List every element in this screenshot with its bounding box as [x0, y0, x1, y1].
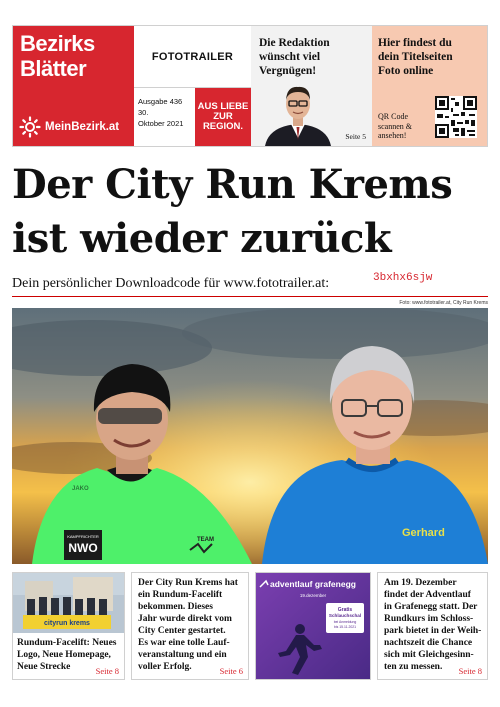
- shirt-name-text: Gerhard: [402, 527, 445, 539]
- teaser-4-line-5: park bietet in der Weih-: [384, 626, 482, 636]
- editor-portrait: [263, 78, 333, 146]
- teaser-4-line-8: ten zu messen.: [384, 662, 443, 672]
- teaser-2-line-4: Jahr wurde direkt vom: [138, 614, 232, 624]
- teaser-2-page: Seite 6: [219, 666, 243, 676]
- cover-photo: [12, 308, 488, 564]
- teaser-adventlauf-text: [384, 577, 483, 673]
- divider: [12, 296, 488, 297]
- teaser-1-line-3: Neue Strecke: [17, 662, 71, 672]
- teaser-facelift[interactable]: [12, 572, 125, 680]
- brand-block: [13, 26, 134, 146]
- photo-credit: Foto: www.fototrailer.at, City Run Krems: [399, 300, 488, 306]
- sun-logo-icon: [19, 116, 41, 138]
- slogan-line-3: REGION.: [202, 121, 244, 132]
- banner-text: cityrun krems: [44, 620, 90, 627]
- teaser-4-page: Seite 8: [458, 666, 482, 676]
- badge-top-text: KAMPFRICHTER: [67, 534, 99, 539]
- advent-badge-4: bis 15.11.2021: [334, 625, 356, 629]
- teaser-facelift-photo: [13, 573, 124, 633]
- qr-line-3: ansehen!: [378, 131, 407, 140]
- teaser-2-line-8: voller Erfolg.: [138, 662, 192, 672]
- qr-line-1: QR Code: [378, 112, 408, 121]
- teaser-city-run-text: [138, 577, 244, 673]
- download-label: Dein persönlicher Downloadcode für www.fototrailer.at:: [12, 276, 330, 291]
- teaser-4-line-3: in Grafenegg statt. Der: [384, 602, 478, 612]
- teaser-2-line-2: ein Rundum-Facelift: [138, 590, 223, 600]
- headline-line-1: Der City Run Krems: [12, 161, 453, 208]
- teaser-2-line-1: Der City Run Krems hat: [138, 578, 238, 588]
- teaser-4-line-4: Rundkurs im Schloss-: [384, 614, 474, 624]
- chest-logo-text: TEAM: [197, 537, 214, 543]
- sleeve-logo-text: JAKO: [72, 486, 89, 492]
- teaser-1-line-1: Rundum-Facelift: Neues: [17, 638, 117, 648]
- section-title: FOTOTRAILER: [134, 26, 251, 88]
- cover-line-2: dein Titelseiten: [378, 51, 453, 63]
- cover-line-1: Hier findest du: [378, 37, 452, 49]
- cover-photo-text: [378, 36, 453, 78]
- advent-date: 19.dezember: [299, 593, 327, 598]
- qr-instructions: [378, 112, 412, 141]
- qr-line-2: scannen &: [378, 121, 412, 131]
- advent-title: adventlauf grafenegg: [270, 579, 356, 589]
- brand-url[interactable]: MeinBezirk.at: [45, 121, 120, 133]
- teaser-4-line-1: Am 19. Dezember: [384, 578, 457, 588]
- headline-line-2: ist wieder zurück: [12, 215, 392, 262]
- editorial-text: [259, 36, 330, 78]
- masthead: [12, 25, 488, 147]
- teaser-4-line-6: nachtszeit die Chance: [384, 638, 473, 648]
- advent-badge-2: Schlauchschal: [328, 613, 362, 618]
- issue-date-month: Oktober 2021: [138, 119, 184, 128]
- issue-block: [134, 26, 251, 146]
- teaser-1-line-2: Logo, Neue Homepage,: [17, 650, 111, 660]
- editorial-page-ref: Seite 5: [345, 132, 366, 141]
- slogan-line-2: ZUR: [213, 111, 233, 122]
- teaser-2-line-6: Es war eine tolle Lauf-: [138, 638, 230, 648]
- teaser-1-page: Seite 8: [95, 666, 119, 676]
- headline: [12, 158, 492, 266]
- editorial-line-3: Vergnügen!: [259, 65, 317, 77]
- cover-photo-teaser[interactable]: [372, 26, 487, 146]
- editorial-line-1: Die Redaktion: [259, 37, 330, 49]
- brand-footer: [19, 116, 119, 138]
- download-code[interactable]: 3bxhx6sjw: [373, 272, 433, 284]
- brand-logo-text: [20, 31, 95, 81]
- cover-line-3: Foto online: [378, 65, 434, 77]
- teaser-4-line-7: sich mit Gleichgesinn-: [384, 650, 474, 660]
- advent-badge-1: Gratis: [337, 607, 353, 613]
- slogan-line-1: AUS LIEBE: [197, 101, 249, 112]
- adventlauf-poster: [256, 573, 370, 679]
- teaser-adventlauf-ad[interactable]: [255, 572, 371, 680]
- teaser-2-line-7: veranstaltung und ein: [138, 650, 227, 660]
- advent-badge-3: bei Anmeldung: [333, 620, 357, 624]
- brand-line-1: Bezirks: [20, 31, 95, 56]
- slogan-badge: [195, 88, 251, 146]
- qr-code-icon[interactable]: [435, 96, 477, 138]
- badge-main-text: NWO: [68, 541, 98, 555]
- cover-photo-illustration: [12, 308, 488, 564]
- brand-line-2: Blätter: [20, 56, 87, 81]
- editorial-line-2: wünscht viel: [259, 51, 321, 63]
- teaser-2-line-5: City Center gestartet.: [138, 626, 226, 636]
- teaser-2-line-3: bekommen. Dieses: [138, 602, 213, 612]
- teaser-adventlauf[interactable]: [377, 572, 488, 680]
- editorial-teaser[interactable]: [251, 26, 372, 146]
- issue-info: [138, 96, 194, 129]
- teaser-4-line-2: findet der Adventlauf: [384, 590, 471, 600]
- teaser-city-run[interactable]: [131, 572, 249, 680]
- issue-date-day: 30.: [138, 108, 149, 117]
- issue-number: Ausgabe 436: [138, 97, 183, 106]
